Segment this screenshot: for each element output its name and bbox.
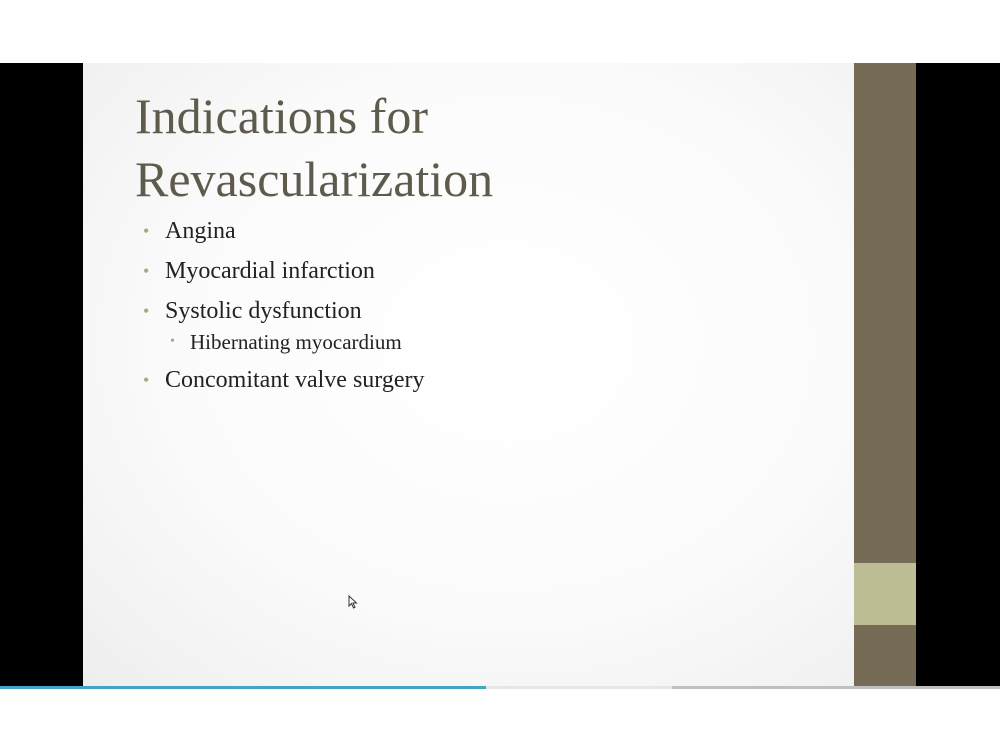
slide-title-line-2: Revascularization [135, 151, 494, 207]
slide-side-accent [854, 563, 916, 625]
bullet-text: Systolic dysfunction [165, 298, 362, 324]
bullet-list [143, 213, 425, 402]
video-progress-bar[interactable] [0, 686, 1000, 689]
bullet-dot-icon: • [143, 301, 150, 321]
bullet-text: Concomitant valve surgery [165, 367, 425, 393]
bullet-dot-icon: • [170, 334, 175, 349]
bullet-item [143, 362, 425, 402]
video-progress-buffered [672, 686, 1000, 689]
bullet-dot-icon: • [143, 221, 150, 241]
bullet-text: Myocardial infarction [165, 258, 375, 284]
sub-bullet-item [143, 327, 425, 362]
presentation-slide [83, 63, 854, 686]
bullet-item [143, 213, 425, 253]
slide-title [135, 85, 493, 211]
slide-side-bar [854, 63, 916, 686]
bullet-dot-icon: • [143, 370, 150, 390]
bullet-item [143, 253, 425, 293]
mouse-pointer-icon [348, 595, 358, 609]
video-progress-played[interactable] [0, 686, 486, 689]
video-frame[interactable] [0, 63, 1000, 686]
bullet-text: Angina [165, 218, 236, 244]
sub-bullet-text: Hibernating myocardium [190, 330, 402, 354]
slide-title-line-1: Indications for [135, 88, 428, 144]
bullet-dot-icon: • [143, 261, 150, 281]
